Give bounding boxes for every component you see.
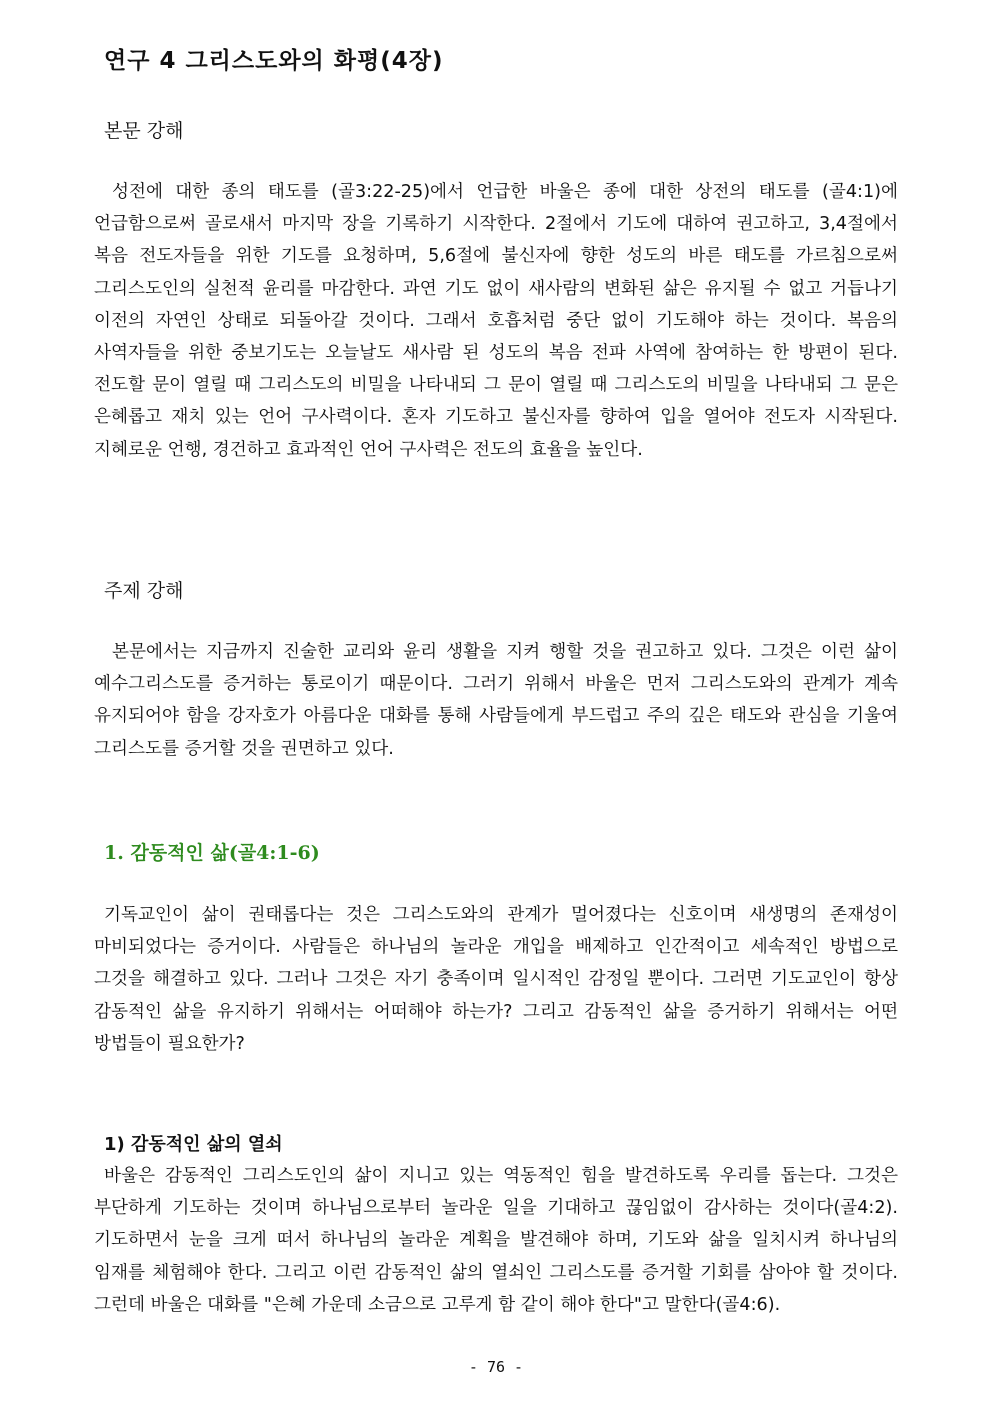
section-heading-moving-life: 1. 감동적인 삶(골4:1-6)	[104, 842, 320, 864]
paragraph-moving-life	[94, 899, 898, 1060]
paragraph-text: 바울은 감동적인 그리스도인의 삶이 지니고 있는 역동적인 힘을 발견하도록 우리를 돕는다. 그것은 부단하게 기도하는 것이며 하나님으로부터 놀라운 일을 기대하고 끊임없이 감사하는 것이다(골4:2). 기도하면서 눈을 크게 떠서 하나님의 놀라운 계획을 발견해야 하며, 기도와 삶을 일치시켜 하나님의 임재를 체험해야 한다. 그리고 이런 감동적인 삶의 열쇠인 그리스도를 증거할 기회를 삼아야 할 것이다. 그런데 바울은 대화를 "은혜 가운데 소금으로 고루게 함 같이 해야 한다"고 말한다(골4:6).	[94, 1166, 898, 1315]
section-heading-text-exposition: 본문 강해	[104, 120, 184, 142]
paragraph-key	[94, 1160, 898, 1321]
subsection-heading-key: 1) 감동적인 삶의 열쇠	[104, 1134, 283, 1155]
paragraph-text: 성전에 대한 종의 태도를 (골3:22-25)에서 언급한 바울은 종에 대한 상전의 태도를 (골4:1)에 언급함으로써 골로새서 마지막 장을 기록하기 시작한다. 2절에서 기도에 대하여 권고하고, 3,4절에서 복음 전도자들을 위한 기도를 요청하며, 5,6절에 불신자에 향한 성도의 바른 태도를 가르침으로써 그리스도인의 실천적 윤리를 마감한다. 과연 기도 없이 새사람의 변화된 삶은 유지될 수 없고 거듭나기 이전의 자연인 상태로 되돌아갈 것이다. 그래서 호흡처럼 중단 없이 기도해야 하는 것이다. 복음의 사역자들을 위한 중보기도는 오늘날도 새사람 된 성도의 복음 전파 사역에 참여하는 한 방편이 된다. 전도할 문이 열릴 때 그리스도의 비밀을 나타내되 그 문이 열릴 때 그리스도의 비밀을 나타내되 그 문은 은혜롭고 재치 있는 언어 구사력이다. 혼자 기도하고 불신자를 향하여 입을 열어야 전도자 시작된다. 지혜로운 언행, 경건하고 효과적인 언어 구사력은 전도의 효율을 높인다.	[94, 182, 898, 460]
paragraph-text-exposition	[94, 176, 898, 466]
section-heading-theme-exposition: 주제 강해	[104, 580, 184, 602]
page-number: - 76 -	[468, 1358, 524, 1376]
paragraph-text: 기독교인이 삶이 권태롭다는 것은 그리스도와의 관계가 멀어졌다는 신호이며 새생명의 존재성이 마비되었다는 증거이다. 사람들은 하나님의 놀라운 개입을 배제하고 인간적이고 세속적인 방법으로 그것을 해결하고 있다. 그러나 그것은 자기 충족이며 일시적인 감정일 뿐이다. 그러면 기도교인이 항상 감동적인 삶을 유지하기 위해서는 어떠해야 하는가? 그리고 감동적인 삶을 증거하기 위해서는 어떤 방법들이 필요한가?	[94, 905, 898, 1054]
page-title: 연구 4 그리스도와의 화평(4장)	[104, 48, 444, 74]
paragraph-text: 본문에서는 지금까지 진술한 교리와 윤리 생활을 지켜 행할 것을 권고하고 있다. 그것은 이런 삶이 예수그리스도를 증거하는 통로이기 때문이다. 그러기 위해서 바울은 먼저 그리스도와의 관계가 계속 유지되어야 함을 강자호가 아름다운 대화를 통해 사람들에게 부드럽고 주의 깊은 태도와 관심을 기울여 그리스도를 증거할 것을 권면하고 있다.	[94, 642, 898, 759]
paragraph-theme-exposition	[94, 636, 898, 765]
